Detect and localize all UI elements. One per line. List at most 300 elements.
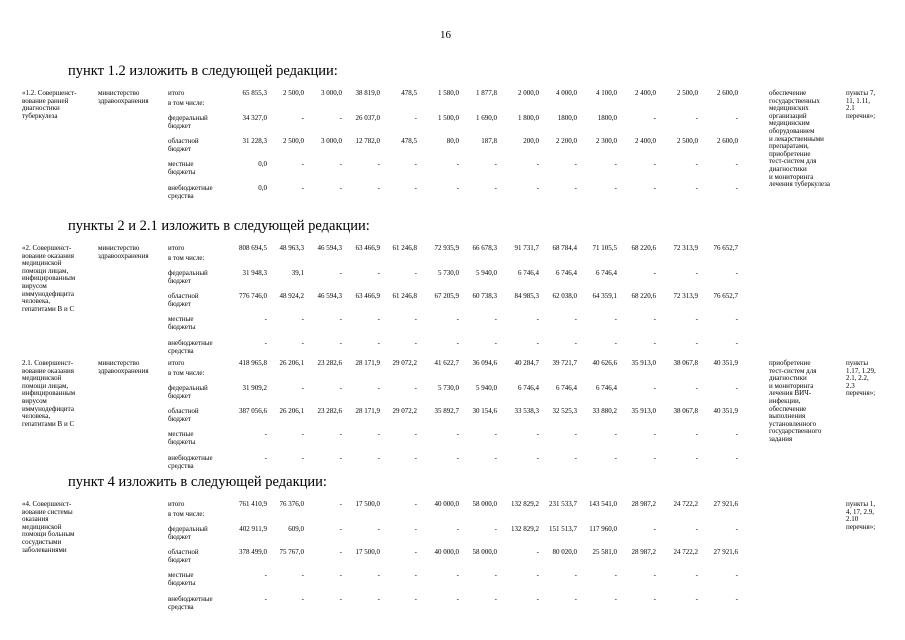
amount-cell: 6 746,4 <box>596 384 617 392</box>
amount-cell: - <box>536 571 539 579</box>
funding-source-label: в том числе: <box>168 99 205 107</box>
amount-cell: - <box>301 384 304 392</box>
amount-cell: 68 784,4 <box>552 244 577 252</box>
amount-cell: 40 000,0 <box>434 548 459 556</box>
amount-cell: 23 282,6 <box>317 359 342 367</box>
amount-cell: - <box>653 315 656 323</box>
amount-cell: - <box>264 430 267 438</box>
amount-cell: - <box>653 184 656 192</box>
amount-cell: - <box>695 184 698 192</box>
amount-cell: - <box>735 315 738 323</box>
amount-cell: 0,0 <box>258 184 267 192</box>
amount-cell: - <box>574 184 577 192</box>
measure-title: «2. Совершенст- вование оказания медицинской помощи лицам, инфицированным вирусом иммунодефицита человека, гепатитами В и С <box>22 244 76 313</box>
amount-cell: 17 500,0 <box>355 548 380 556</box>
amount-cell: 80 020,0 <box>552 548 577 556</box>
amount-cell: - <box>653 595 656 603</box>
amount-cell: 38 819,0 <box>355 89 380 97</box>
amount-cell: 28 171,9 <box>355 359 380 367</box>
amount-cell: - <box>339 595 342 603</box>
amount-cell: 609,0 <box>288 525 304 533</box>
amount-cell: 40 000,0 <box>434 500 459 508</box>
amount-cell: 28 171,9 <box>355 407 380 415</box>
amount-cell: 1 580,0 <box>438 89 459 97</box>
amount-cell: - <box>264 339 267 347</box>
amount-cell: - <box>456 315 459 323</box>
amount-cell: - <box>456 430 459 438</box>
amount-cell: - <box>414 339 417 347</box>
amount-cell: 2 400,0 <box>635 137 656 145</box>
amount-cell: - <box>536 454 539 462</box>
amount-cell: 5 940,0 <box>476 384 497 392</box>
amount-cell: - <box>264 454 267 462</box>
amount-cell: - <box>574 315 577 323</box>
amount-cell: 6 746,4 <box>556 384 577 392</box>
amount-cell: - <box>695 315 698 323</box>
amount-cell: 39,1 <box>291 269 304 277</box>
amount-cell: 4 000,0 <box>556 89 577 97</box>
heading-2-2-1: пункты 2 и 2.1 изложить в следующей редакции: <box>68 218 370 234</box>
amount-cell: 31 948,3 <box>242 269 267 277</box>
amount-cell: - <box>735 160 738 168</box>
amount-cell: 1 800,0 <box>518 114 539 122</box>
amount-cell: - <box>377 384 380 392</box>
amount-cell: - <box>695 339 698 347</box>
amount-cell: 40 351,9 <box>713 359 738 367</box>
amount-cell: 24 722,2 <box>673 548 698 556</box>
amount-cell: 40 351,9 <box>713 407 738 415</box>
amount-cell: 378 499,0 <box>239 548 267 556</box>
amount-cell: - <box>614 184 617 192</box>
amount-cell: 25 581,0 <box>592 548 617 556</box>
amount-cell: - <box>456 184 459 192</box>
amount-cell: 38 067,8 <box>673 359 698 367</box>
amount-cell: 72 935,9 <box>434 244 459 252</box>
amount-cell: - <box>494 184 497 192</box>
amount-cell: - <box>536 160 539 168</box>
amount-cell: 1800,0 <box>557 114 577 122</box>
amount-cell: 32 525,3 <box>552 407 577 415</box>
amount-cell: 39 721,7 <box>552 359 577 367</box>
amount-cell: 26 206,1 <box>279 407 304 415</box>
amount-cell: 41 622,7 <box>434 359 459 367</box>
amount-cell: 63 466,9 <box>355 292 380 300</box>
amount-cell: 72 313,9 <box>673 244 698 252</box>
amount-cell: - <box>735 595 738 603</box>
amount-cell: - <box>735 184 738 192</box>
amount-cell: 61 246,8 <box>392 244 417 252</box>
amount-cell: - <box>414 430 417 438</box>
amount-cell: - <box>301 315 304 323</box>
amount-cell: - <box>536 339 539 347</box>
funding-source-label: местные бюджеты <box>168 571 196 587</box>
amount-cell: 63 466,9 <box>355 244 380 252</box>
amount-cell: 64 359,1 <box>592 292 617 300</box>
amount-cell: 40 626,6 <box>592 359 617 367</box>
amount-cell: - <box>536 595 539 603</box>
amount-cell: 61 246,8 <box>392 292 417 300</box>
amount-cell: - <box>377 430 380 438</box>
amount-cell: 62 038,0 <box>552 292 577 300</box>
amount-cell: 84 985,3 <box>514 292 539 300</box>
funding-source-label: местные бюджеты <box>168 160 196 176</box>
amount-cell: 35 913,0 <box>631 407 656 415</box>
amount-cell: - <box>735 430 738 438</box>
indicator-reference: пункты 1, 4, 17, 2.9, 2.10 перечня»; <box>846 500 876 531</box>
measure-title: «4. Совершенст- вование системы оказания медицинской помощи больным сосудистыми заболеваниями <box>22 500 75 554</box>
amount-cell: - <box>377 525 380 533</box>
amount-cell: 31 228,3 <box>242 137 267 145</box>
amount-cell: 2 300,0 <box>596 137 617 145</box>
heading-4: пункт 4 изложить в следующей редакции: <box>68 474 327 490</box>
funding-source-label: федеральный бюджет <box>168 384 208 400</box>
amount-cell: 2 000,0 <box>518 89 539 97</box>
amount-cell: - <box>339 184 342 192</box>
amount-cell: 34 327,0 <box>242 114 267 122</box>
amount-cell: 28 987,2 <box>631 500 656 508</box>
amount-cell: 29 072,2 <box>392 359 417 367</box>
amount-cell: - <box>339 571 342 579</box>
amount-cell: - <box>301 454 304 462</box>
amount-cell: 5 730,0 <box>438 269 459 277</box>
amount-cell: 60 738,3 <box>472 292 497 300</box>
amount-cell: - <box>735 525 738 533</box>
heading-1-2: пункт 1.2 изложить в следующей редакции: <box>68 63 338 79</box>
amount-cell: 33 538,3 <box>514 407 539 415</box>
amount-cell: 72 313,9 <box>673 292 698 300</box>
amount-cell: 132 829,2 <box>511 525 539 533</box>
amount-cell: - <box>653 114 656 122</box>
amount-cell: - <box>414 269 417 277</box>
indicator-reference: пункты 1.17, 1.29, 2.1, 2.2, 2.3 перечня»; <box>846 359 876 398</box>
amount-cell: 65 855,3 <box>242 89 267 97</box>
amount-cell: - <box>377 454 380 462</box>
amount-cell: 6 746,4 <box>518 269 539 277</box>
amount-cell: 231 533,7 <box>549 500 577 508</box>
amount-cell: - <box>339 430 342 438</box>
amount-cell: - <box>614 160 617 168</box>
amount-cell: 2 600,0 <box>717 89 738 97</box>
amount-cell: 2 500,0 <box>283 137 304 145</box>
expected-result: обеспечение государственных медицинских организаций медицинским оборудованием и лекарственными препаратами, приобретение тест-систем для диагностики и мониторинга лечения туберкулеза <box>769 89 831 189</box>
amount-cell: 1 500,0 <box>438 114 459 122</box>
amount-cell: - <box>735 454 738 462</box>
amount-cell: - <box>614 430 617 438</box>
amount-cell: - <box>339 548 342 556</box>
amount-cell: - <box>574 339 577 347</box>
measure-title: «1.2. Совершенст- вование ранней диагностики туберкулеза <box>22 89 77 120</box>
amount-cell: - <box>536 430 539 438</box>
measure-title: 2.1. Совершенст- вование оказания медицинской помощи лицам, инфицированным вирусом иммунодефицита человека, гепатитами В и С <box>22 359 76 428</box>
amount-cell: - <box>494 315 497 323</box>
amount-cell: - <box>536 184 539 192</box>
amount-cell: 68 220,6 <box>631 292 656 300</box>
amount-cell: 6 746,4 <box>596 269 617 277</box>
amount-cell: 68 220,6 <box>631 244 656 252</box>
amount-cell: - <box>339 269 342 277</box>
funding-source-label: внебюджетные средства <box>168 339 213 355</box>
amount-cell: 5 940,0 <box>476 269 497 277</box>
amount-cell: - <box>536 548 539 556</box>
amount-cell: - <box>414 571 417 579</box>
funding-source-label: внебюджетные средства <box>168 595 213 611</box>
amount-cell: 3 000,0 <box>321 137 342 145</box>
amount-cell: 143 541,0 <box>589 500 617 508</box>
amount-cell: - <box>264 595 267 603</box>
amount-cell: - <box>456 525 459 533</box>
amount-cell: - <box>377 184 380 192</box>
amount-cell: - <box>301 160 304 168</box>
amount-cell: - <box>653 160 656 168</box>
amount-cell: 76 652,7 <box>713 292 738 300</box>
expected-result: приобретение тест-систем для диагностики и мониторинга лечения ВИЧ- инфекции, обеспечение выполнения установленного государственного задания <box>769 359 822 443</box>
amount-cell: - <box>574 571 577 579</box>
funding-source-label: в том числе: <box>168 510 205 518</box>
amount-cell: - <box>653 525 656 533</box>
amount-cell: - <box>377 571 380 579</box>
amount-cell: - <box>339 339 342 347</box>
amount-cell: 40 284,7 <box>514 359 539 367</box>
amount-cell: - <box>377 315 380 323</box>
amount-cell: 2 500,0 <box>283 89 304 97</box>
amount-cell: - <box>574 160 577 168</box>
amount-cell: 46 594,3 <box>317 292 342 300</box>
amount-cell: - <box>339 454 342 462</box>
amount-cell: 1 877,8 <box>476 89 497 97</box>
amount-cell: - <box>695 160 698 168</box>
amount-cell: 2 500,0 <box>677 89 698 97</box>
amount-cell: - <box>456 339 459 347</box>
amount-cell: 33 880,2 <box>592 407 617 415</box>
amount-cell: - <box>456 571 459 579</box>
amount-cell: - <box>735 571 738 579</box>
amount-cell: 12 782,0 <box>355 137 380 145</box>
amount-cell: 418 965,8 <box>239 359 267 367</box>
amount-cell: - <box>653 269 656 277</box>
amount-cell: - <box>339 315 342 323</box>
executor-name: министерство здравоохранения <box>98 89 149 105</box>
amount-cell: - <box>414 548 417 556</box>
amount-cell: - <box>264 571 267 579</box>
page-number: 16 <box>440 29 451 41</box>
funding-source-label: внебюджетные средства <box>168 184 213 200</box>
amount-cell: - <box>301 430 304 438</box>
amount-cell: 29 072,2 <box>392 407 417 415</box>
funding-source-label: федеральный бюджет <box>168 525 208 541</box>
amount-cell: 387 056,6 <box>239 407 267 415</box>
amount-cell: - <box>695 269 698 277</box>
funding-source-label: итого <box>168 359 185 367</box>
amount-cell: 58 000,0 <box>472 500 497 508</box>
amount-cell: - <box>339 384 342 392</box>
amount-cell: 132 829,2 <box>511 500 539 508</box>
amount-cell: 151 513,7 <box>549 525 577 533</box>
amount-cell: - <box>414 595 417 603</box>
amount-cell: - <box>301 571 304 579</box>
amount-cell: - <box>414 184 417 192</box>
amount-cell: - <box>653 384 656 392</box>
amount-cell: - <box>574 430 577 438</box>
amount-cell: 76 652,7 <box>713 244 738 252</box>
funding-source-label: областной бюджет <box>168 407 199 423</box>
amount-cell: - <box>614 315 617 323</box>
amount-cell: - <box>301 184 304 192</box>
amount-cell: 38 067,8 <box>673 407 698 415</box>
amount-cell: - <box>653 454 656 462</box>
funding-source-label: областной бюджет <box>168 548 199 564</box>
funding-source-label: областной бюджет <box>168 137 199 153</box>
amount-cell: 776 746,0 <box>239 292 267 300</box>
amount-cell: 200,0 <box>523 137 539 145</box>
amount-cell: 2 200,0 <box>556 137 577 145</box>
amount-cell: - <box>301 339 304 347</box>
amount-cell: - <box>414 114 417 122</box>
amount-cell: - <box>414 500 417 508</box>
funding-source-label: местные бюджеты <box>168 430 196 446</box>
executor-name: министерство здравоохранения <box>98 244 149 260</box>
amount-cell: 30 154,6 <box>472 407 497 415</box>
amount-cell: 58 000,0 <box>472 548 497 556</box>
amount-cell: - <box>735 269 738 277</box>
amount-cell: - <box>614 454 617 462</box>
amount-cell: - <box>494 454 497 462</box>
amount-cell: - <box>456 454 459 462</box>
amount-cell: 17 500,0 <box>355 500 380 508</box>
amount-cell: 3 000,0 <box>321 89 342 97</box>
amount-cell: - <box>377 160 380 168</box>
indicator-reference: пункты 7, 11, 1.11, 2.1 перечня»; <box>846 89 876 120</box>
amount-cell: 23 282,6 <box>317 407 342 415</box>
amount-cell: 28 987,2 <box>631 548 656 556</box>
amount-cell: - <box>339 160 342 168</box>
funding-source-label: в том числе: <box>168 369 205 377</box>
amount-cell: - <box>695 525 698 533</box>
amount-cell: - <box>735 339 738 347</box>
amount-cell: 27 921,6 <box>713 500 738 508</box>
amount-cell: - <box>456 160 459 168</box>
amount-cell: 761 410,9 <box>239 500 267 508</box>
amount-cell: - <box>735 384 738 392</box>
executor-name: министерство здравоохранения <box>98 359 149 375</box>
funding-source-label: областной бюджет <box>168 292 199 308</box>
amount-cell: 27 921,6 <box>713 548 738 556</box>
funding-source-label: федеральный бюджет <box>168 114 208 130</box>
amount-cell: - <box>653 339 656 347</box>
amount-cell: - <box>614 595 617 603</box>
amount-cell: - <box>614 571 617 579</box>
amount-cell: 478,5 <box>401 137 417 145</box>
amount-cell: - <box>695 430 698 438</box>
amount-cell: - <box>695 114 698 122</box>
amount-cell: 2 500,0 <box>677 137 698 145</box>
amount-cell: - <box>574 595 577 603</box>
amount-cell: 6 746,4 <box>518 384 539 392</box>
amount-cell: 48 963,3 <box>279 244 304 252</box>
funding-source-label: местные бюджеты <box>168 315 196 331</box>
amount-cell: 46 594,3 <box>317 244 342 252</box>
amount-cell: 35 892,7 <box>434 407 459 415</box>
amount-cell: - <box>494 339 497 347</box>
amount-cell: - <box>414 315 417 323</box>
amount-cell: - <box>494 430 497 438</box>
amount-cell: 808 694,5 <box>239 244 267 252</box>
amount-cell: 187,8 <box>481 137 497 145</box>
funding-source-label: федеральный бюджет <box>168 269 208 285</box>
amount-cell: - <box>695 595 698 603</box>
amount-cell: - <box>695 454 698 462</box>
amount-cell: - <box>614 339 617 347</box>
amount-cell: - <box>377 595 380 603</box>
amount-cell: 117 960,0 <box>589 525 617 533</box>
amount-cell: - <box>494 525 497 533</box>
amount-cell: 67 205,9 <box>434 292 459 300</box>
amount-cell: 4 100,0 <box>596 89 617 97</box>
amount-cell: 26 206,1 <box>279 359 304 367</box>
amount-cell: - <box>494 595 497 603</box>
amount-cell: - <box>264 315 267 323</box>
amount-cell: 1800,0 <box>597 114 617 122</box>
amount-cell: - <box>414 525 417 533</box>
amount-cell: - <box>414 160 417 168</box>
amount-cell: 2 600,0 <box>717 137 738 145</box>
amount-cell: 6 746,4 <box>556 269 577 277</box>
amount-cell: - <box>536 315 539 323</box>
amount-cell: 2 400,0 <box>635 89 656 97</box>
amount-cell: 76 376,0 <box>279 500 304 508</box>
amount-cell: - <box>377 339 380 347</box>
amount-cell: 36 094,6 <box>472 359 497 367</box>
amount-cell: 66 678,3 <box>472 244 497 252</box>
amount-cell: 26 037,0 <box>355 114 380 122</box>
amount-cell: 75 767,0 <box>279 548 304 556</box>
amount-cell: 1 690,0 <box>476 114 497 122</box>
amount-cell: - <box>377 269 380 277</box>
amount-cell: 478,5 <box>401 89 417 97</box>
amount-cell: 5 730,0 <box>438 384 459 392</box>
funding-source-label: итого <box>168 244 185 252</box>
amount-cell: 71 105,5 <box>592 244 617 252</box>
funding-source-label: итого <box>168 89 185 97</box>
amount-cell: 91 731,7 <box>514 244 539 252</box>
amount-cell: 35 913,0 <box>631 359 656 367</box>
amount-cell: - <box>494 160 497 168</box>
amount-cell: - <box>339 114 342 122</box>
amount-cell: - <box>735 114 738 122</box>
amount-cell: - <box>653 430 656 438</box>
amount-cell: 0,0 <box>258 160 267 168</box>
amount-cell: - <box>695 571 698 579</box>
amount-cell: - <box>339 525 342 533</box>
amount-cell: - <box>301 595 304 603</box>
amount-cell: 80,0 <box>446 137 459 145</box>
funding-source-label: в том числе: <box>168 254 205 262</box>
amount-cell: - <box>574 454 577 462</box>
amount-cell: 48 924,2 <box>279 292 304 300</box>
amount-cell: 24 722,2 <box>673 500 698 508</box>
amount-cell: - <box>301 114 304 122</box>
amount-cell: - <box>414 384 417 392</box>
funding-source-label: итого <box>168 500 185 508</box>
amount-cell: - <box>456 595 459 603</box>
amount-cell: 31 909,2 <box>242 384 267 392</box>
amount-cell: - <box>414 454 417 462</box>
amount-cell: - <box>695 384 698 392</box>
amount-cell: - <box>339 500 342 508</box>
amount-cell: 402 911,9 <box>239 525 267 533</box>
funding-source-label: внебюджетные средства <box>168 454 213 470</box>
amount-cell: - <box>494 571 497 579</box>
amount-cell: - <box>653 571 656 579</box>
